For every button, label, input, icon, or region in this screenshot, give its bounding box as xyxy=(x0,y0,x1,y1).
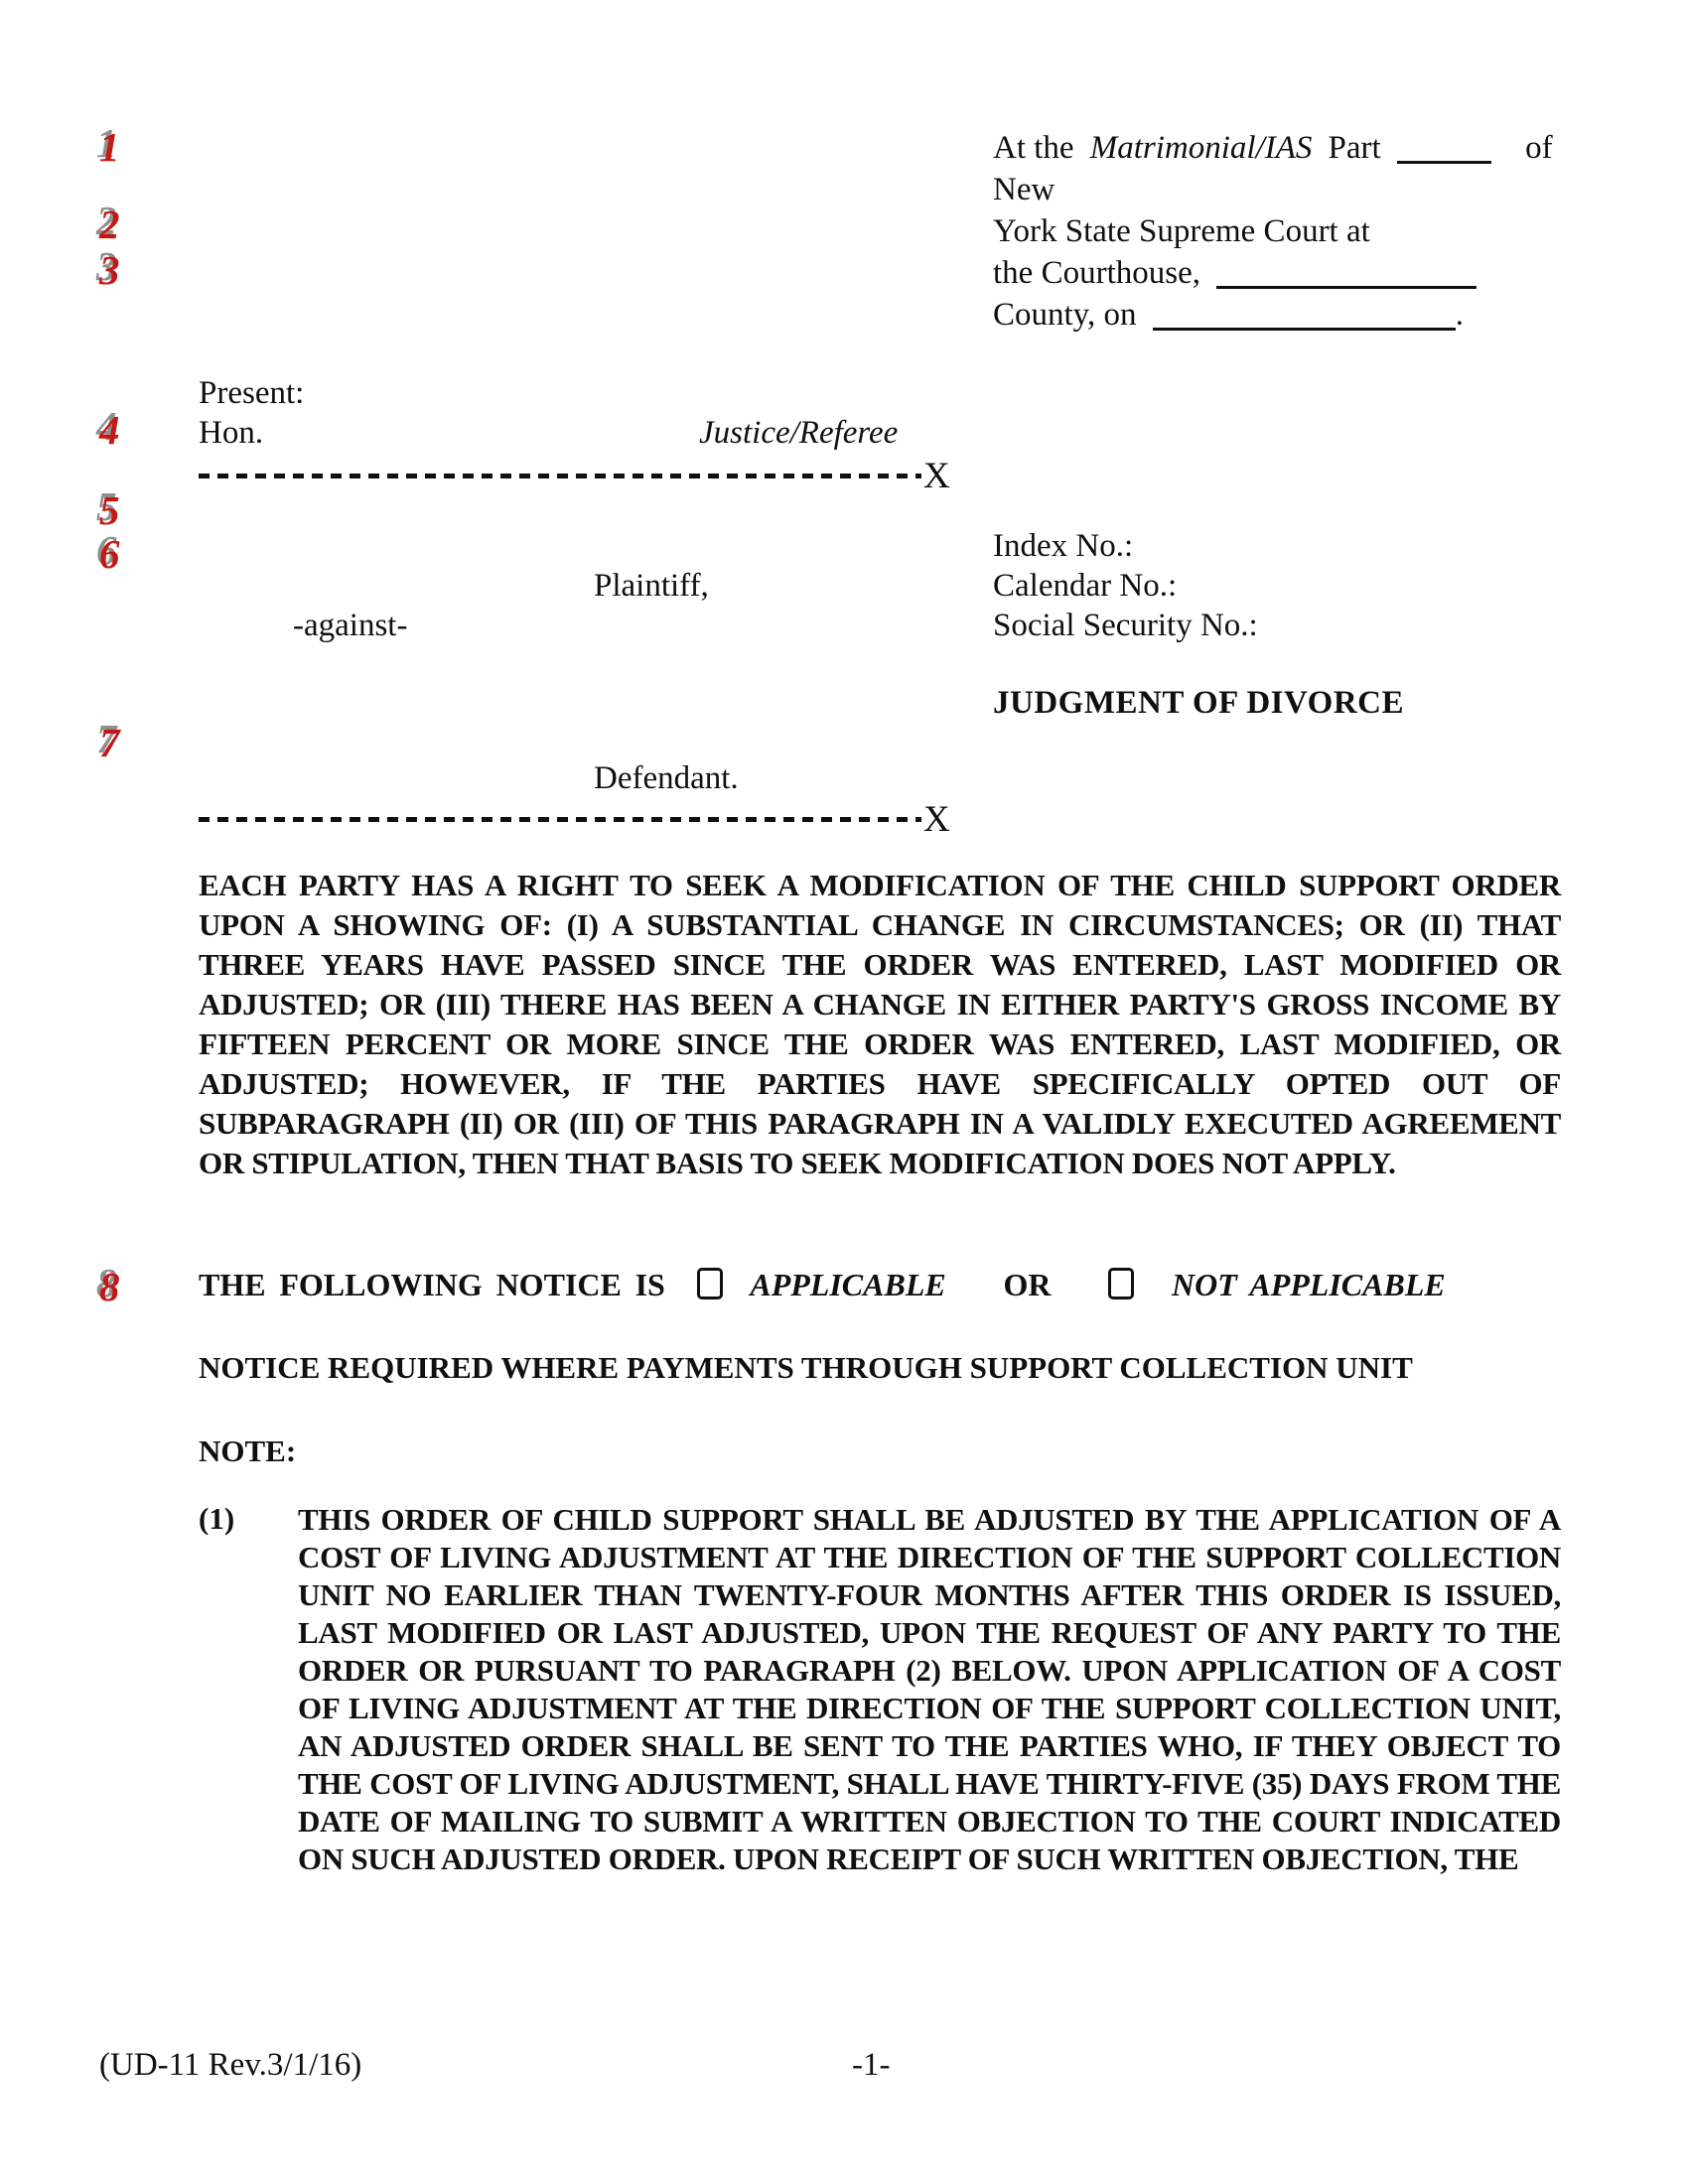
at-the-text: At the xyxy=(993,130,1074,166)
applicable-label: APPLICABLE xyxy=(750,1267,946,1302)
justice-referee-label: Justice/Referee xyxy=(699,415,899,451)
court-location-line-2: York State Supreme Court at xyxy=(993,213,1370,249)
court-location-line-3 xyxy=(993,252,1609,294)
calendar-no-label: Calendar No.: xyxy=(993,568,1178,604)
defendant-label: Defendant. xyxy=(594,760,739,796)
form-id-footer: (UD-11 Rev.3/1/16) xyxy=(99,2047,362,2083)
notice-is-label: THE FOLLOWING NOTICE IS xyxy=(199,1267,665,1302)
not-applicable-label: NOT APPLICABLE xyxy=(1172,1267,1446,1302)
present-label: Present: xyxy=(199,375,305,411)
margin-note-7: 7 xyxy=(99,720,120,765)
against-label: -against- xyxy=(293,608,408,643)
scu-notice-heading: NOTICE REQUIRED WHERE PAYMENTS THROUGH SUPPORT COLLECTION UNIT xyxy=(199,1350,1413,1385)
dashed-rule xyxy=(199,474,921,478)
of-new-text: of New xyxy=(993,130,1553,207)
period-text: . xyxy=(1455,297,1464,333)
cola-paragraph-1 xyxy=(199,1501,1561,1878)
notice-applicability-line xyxy=(199,1267,1446,1303)
paragraph-number: (1) xyxy=(199,1501,235,1536)
margin-note-5: 5 xyxy=(99,487,120,533)
part-number-blank[interactable] xyxy=(1397,131,1491,164)
margin-note-6: 6 xyxy=(99,531,120,577)
county-on-label: County, on xyxy=(993,297,1137,333)
caption-divider-top xyxy=(199,455,950,496)
part-label: Part xyxy=(1328,130,1381,166)
courthouse-label: the Courthouse, xyxy=(993,255,1200,291)
applicable-checkbox[interactable] xyxy=(697,1268,723,1299)
document-title: JUDGMENT OF DIVORCE xyxy=(993,685,1405,721)
margin-note-1: 1 xyxy=(99,124,120,170)
x-mark: X xyxy=(923,798,950,840)
x-mark: X xyxy=(923,455,950,496)
modification-rights-paragraph: EACH PARTY HAS A RIGHT TO SEEK A MODIFICATION OF THE CHILD SUPPORT ORDER UPON A SHOWING OF: (I) A SUBSTANTIAL CHANGE IN CIRCUMSTANCES; OR (II) THAT THREE YEARS HAVE PASSED SINCE THE ORDER WAS ENTERED, LAST MODIFIED OR ADJUSTED; OR (III) THERE HAS BEEN A CHANGE IN EITHER PARTY'S GROSS INCOME BY FIFTEEN PERCENT OR MORE SINCE THE ORDER WAS ENTERED, LAST MODIFIED, OR ADJUSTED; HOWEVER, IF THE PARTIES HAVE SPECIFICALLY OPTED OUT OF SUBPARAGRAPH (II) OR (III) OF THIS PARAGRAPH IN A VALIDLY EXECUTED AGREEMENT OR STIPULATION, THEN THAT BASIS TO SEEK MODIFICATION DOES NOT APPLY. xyxy=(199,868,1561,1180)
cola-paragraph-1-text: THIS ORDER OF CHILD SUPPORT SHALL BE ADJUSTED BY THE APPLICATION OF A COST OF LIVING ADJUSTMENT AT THE DIRECTION OF THE SUPPORT COLLECTION UNIT NO EARLIER THAN TWENTY-FOUR MONTHS AFTER THIS ORDER IS ISSUED, LAST MODIFIED OR LAST ADJUSTED, UPON THE REQUEST OF ANY PARTY TO THE ORDER OR PURSUANT TO PARAGRAPH (2) BELOW. UPON APPLICATION OF A COST OF LIVING ADJUSTMENT AT THE DIRECTION OF THE SUPPORT COLLECTION UNIT, AN ADJUSTED ORDER SHALL BE SENT TO THE PARTIES WHO, IF THEY OBJECT TO THE COST OF LIVING ADJUSTMENT, SHALL HAVE THIRTY-FIVE (35) DAYS FROM THE DATE OF MAILING TO SUBMIT A WRITTEN OBJECTION TO THE COURT INDICATED ON SUCH ADJUSTED ORDER. UPON RECEIPT OF SUCH WRITTEN OBJECTION, THE xyxy=(298,1502,1561,1876)
note-label: NOTE: xyxy=(199,1433,297,1468)
caption-divider-bottom xyxy=(199,798,950,840)
or-label: OR xyxy=(1003,1267,1052,1302)
county-name-blank[interactable] xyxy=(1216,256,1477,289)
hon-label: Hon. xyxy=(199,415,264,451)
ssn-label: Social Security No.: xyxy=(993,608,1258,643)
court-location-line-1 xyxy=(993,127,1609,210)
margin-note-2: 2 xyxy=(99,202,120,247)
index-no-label: Index No.: xyxy=(993,528,1134,564)
court-location-line-4 xyxy=(993,294,1609,336)
margin-note-4: 4 xyxy=(99,407,120,453)
page-number: -1- xyxy=(852,2047,891,2083)
date-blank[interactable] xyxy=(1153,298,1456,331)
not-applicable-checkbox[interactable] xyxy=(1108,1268,1134,1299)
plaintiff-label: Plaintiff, xyxy=(594,568,709,604)
margin-note-8: 8 xyxy=(99,1264,120,1309)
matrimonial-ias-text: Matrimonial/IAS xyxy=(1089,130,1313,166)
dashed-rule xyxy=(199,817,921,822)
margin-note-3: 3 xyxy=(99,247,120,293)
court-location-block xyxy=(993,127,1609,336)
judge-line xyxy=(199,415,1559,452)
